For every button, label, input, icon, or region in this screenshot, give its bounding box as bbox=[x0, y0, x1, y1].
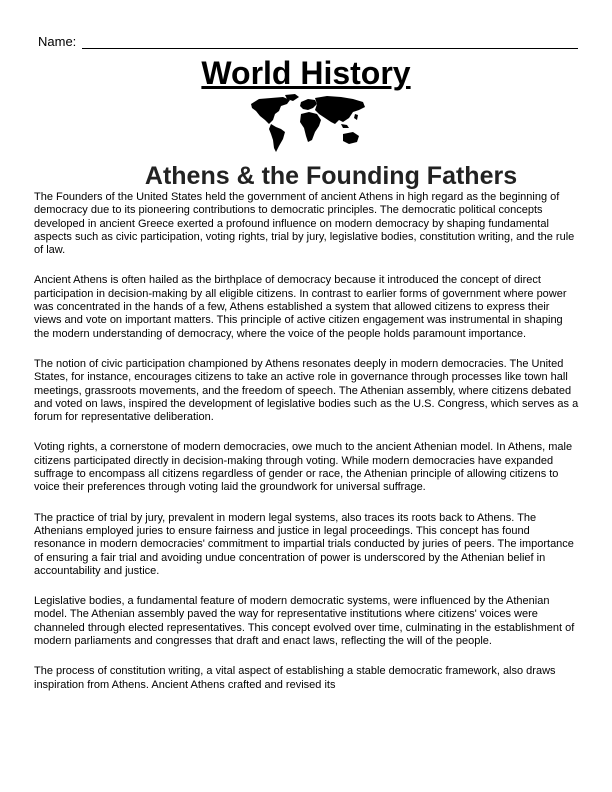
paragraph: The Founders of the United States held the government of ancient Athens in high regard as the beginning of democracy due to its pioneering contributions to democratic principles. The democratic political concepts developed in ancient Greece exerted a profound influence on modern democracy by shaping fundamental aspects such as civic participation, voting rights, trial by jury, legislative bodies, constitution writing, and the rule of law. bbox=[34, 191, 575, 257]
europe-shape bbox=[300, 99, 317, 110]
page-title: World History bbox=[201, 55, 411, 91]
name-label: Name: bbox=[38, 34, 77, 49]
south-america-shape bbox=[269, 124, 285, 152]
paragraph: Voting rights, a cornerstone of modern democracies, owe much to the ancient Athenian model. In Athens, male citizens participated directly in decision-making through voting. While modern democracies have expanded suffrage to encompass all citizens regardless of gender or race, the Athenian principle of allowing citizens to voice their preferences through voting laid the groundwork for universal suffrage. bbox=[34, 441, 573, 494]
asia-shape bbox=[315, 96, 365, 124]
africa-shape bbox=[300, 112, 321, 142]
paragraph: The notion of civic participation championed by Athens resonates deeply in modern democracies. The United States, for instance, encourages citizens to take an active role in governance through processes like town hall meetings, grassroots movements, and the freedom of speech. The Athenian assembly, where citizens debated and voted on laws, inspired the development of legislative bodies such as the U.S. Congress, which serves as a forum for representative deliberation. bbox=[34, 357, 579, 424]
paragraph: Legislative bodies, a fundamental feature of modern democratic systems, were influenced by the Athenian model. The Athenian assembly paved the way for representative institutions where citizens' voices were channeled through elected representatives. This concept evolved over time, culminating in the establishment of modern parliaments and congresses that draft and enact laws, reflecting the will of the people. bbox=[34, 595, 575, 648]
name-row bbox=[38, 33, 578, 51]
article-body bbox=[34, 191, 580, 709]
north-america-shape bbox=[251, 97, 290, 124]
paragraph: The practice of trial by jury, prevalent in modern legal systems, also traces its roots back to Athens. The Athenians employed juries to ensure fairness and justice in legal proceedings. This concept has found resonance in modern democracies' commitment to impartial trials conducted by juries of peers. The importance of ensuring a fair trial and avoiding undue concentration of power is underscored by the Athenian belief in accountability and justice. bbox=[34, 511, 574, 577]
world-map-icon bbox=[245, 94, 370, 156]
australia-shape bbox=[343, 132, 359, 144]
page-subtitle: Athens & the Founding Fathers bbox=[144, 162, 518, 190]
paragraph: The process of constitution writing, a vital aspect of establishing a stable democratic framework, also draws inspiration from Athens. Ancient Athens crafted and revised its bbox=[34, 665, 556, 691]
name-blank-line[interactable] bbox=[82, 48, 578, 49]
paragraph: Ancient Athens is often hailed as the birthplace of democracy because it introduced the concept of direct participation in decision-making by all eligible citizens. In contrast to earlier forms of government where power was concentrated in the hands of a few, Athens established a system that allowed citizens to express their views and vote on important matters. This principle of active citizen engagement was instrumental in shaping the modern understanding of democracy, where the voice of the people holds paramount importance. bbox=[34, 274, 567, 340]
